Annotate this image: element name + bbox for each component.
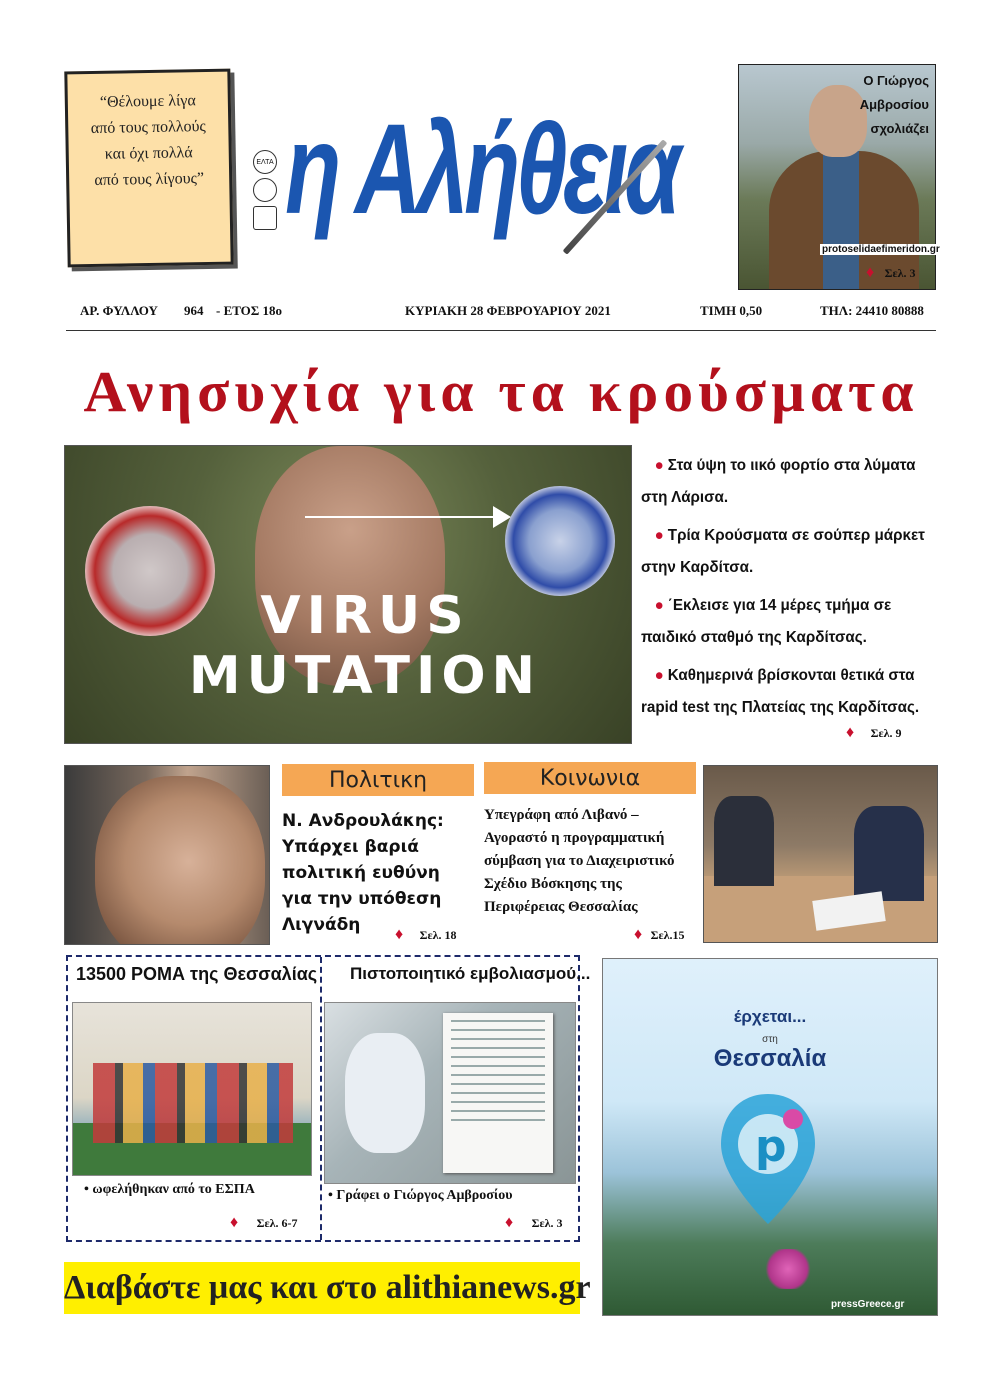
glove bbox=[345, 1033, 425, 1153]
bullet-dot-icon: ● bbox=[654, 597, 664, 614]
children-group bbox=[93, 1063, 293, 1143]
diamond-icon: ♦ bbox=[395, 926, 404, 943]
page-ref: Σελ. 3 bbox=[884, 266, 916, 280]
diamond-icon: ♦ bbox=[230, 1214, 239, 1231]
society-page-ref bbox=[634, 926, 685, 944]
diamond-icon: ♦ bbox=[505, 1214, 514, 1231]
bullet-text: Καθημερινά βρίσκονται θετικά στα rapid test της Πλατείας της Καρδίτσας. bbox=[640, 667, 920, 716]
section-society[interactable]: Κοινωνια bbox=[484, 762, 696, 794]
politics-page-ref bbox=[395, 926, 457, 944]
ad-brand: pressGreece.gr bbox=[831, 1299, 905, 1310]
politics-article[interactable]: Ν. Ανδρουλάκης: Υπάρχει βαριά πολιτική ευθύνη για την υπόθεση Λιγνάδη bbox=[282, 811, 444, 935]
roma-title[interactable]: 13500 ΡΟΜΑ της Θεσσαλίας bbox=[76, 964, 318, 984]
diamond-icon: ♦ bbox=[634, 926, 643, 943]
bullet-dot-icon: ● bbox=[654, 527, 664, 544]
bullets-page-ref bbox=[846, 724, 902, 742]
bullet-text: Στα ύψη το ιικό φορτίο στα λύματα στη Λάρισα. bbox=[640, 457, 916, 506]
columnist-line: Αμβροσίου bbox=[859, 97, 929, 112]
columnist-line: σχολιάζει bbox=[870, 121, 929, 136]
motto-line: από τους πολλούς bbox=[90, 118, 206, 138]
masthead bbox=[285, 70, 715, 270]
stamp-icon bbox=[253, 206, 277, 230]
issue-label: ΑΡ. ΦΥΛΛΟΥ bbox=[80, 303, 158, 318]
portrait-face bbox=[95, 776, 265, 945]
virus-blue-icon bbox=[505, 486, 615, 596]
issue-date: ΚΥΡΙΑΚΗ 28 ΦΕΒΡΟΥΑΡΙΟΥ 2021 bbox=[405, 303, 611, 318]
bullet-item bbox=[641, 660, 931, 724]
motto-line: και όχι πολλά bbox=[104, 144, 193, 163]
page-ref: Σελ. 3 bbox=[531, 1216, 563, 1230]
motto-line: από τους λίγους” bbox=[94, 170, 205, 189]
flower-icon bbox=[763, 1249, 813, 1289]
vaccine-page-ref bbox=[505, 1214, 563, 1232]
androulakis-photo[interactable] bbox=[64, 765, 270, 945]
page-ref: Σελ. 18 bbox=[419, 928, 457, 942]
section-politics[interactable]: Πολιτικη bbox=[282, 764, 474, 796]
main-headline[interactable]: Ανησυχία για τα κρούσματα bbox=[83, 359, 919, 424]
person-head bbox=[809, 85, 867, 157]
phone: ΤΗΛ: 24410 80888 bbox=[820, 303, 924, 318]
page-ref: Σελ. 6-7 bbox=[256, 1216, 298, 1230]
issue-price: ΤΙΜΗ 0,50 bbox=[700, 303, 763, 318]
vaccine-caption: • Γράφει ο Γιώργος Αμβροσίου bbox=[328, 1188, 513, 1203]
arrow-right-icon bbox=[493, 506, 511, 528]
bullet-item bbox=[641, 520, 931, 584]
postal-seals bbox=[250, 150, 280, 245]
signing-photo[interactable] bbox=[703, 765, 938, 943]
society-article[interactable]: Υπεγράφη από Λιβανό – Αγοραστό η προγραμματική σύμβαση για το Διαχειριστικό Σχέδιο Βόσκησης της Περιφέρειας Θεσσαλίας bbox=[484, 807, 675, 915]
bullet-dot-icon: ● bbox=[654, 667, 664, 684]
roma-classroom-photo[interactable] bbox=[72, 1002, 312, 1176]
roma-caption: • ωφελήθηκαν από το ΕΣΠΑ bbox=[84, 1182, 255, 1197]
diamond-icon: ♦ bbox=[846, 724, 855, 741]
ad-line-1: έρχεται... bbox=[733, 1007, 807, 1026]
covid-bullets bbox=[638, 450, 934, 730]
person-shirt bbox=[823, 151, 859, 290]
elta-seal-icon: ΕΛΤΑ bbox=[253, 150, 277, 174]
page-ref: Σελ. 9 bbox=[870, 726, 902, 740]
vaccine-title[interactable]: Πιστοποιητικό εμβολιασμού... bbox=[350, 964, 591, 983]
certificate-paper bbox=[443, 1013, 553, 1173]
person-left bbox=[714, 796, 774, 886]
columnist-page-ref bbox=[866, 264, 916, 282]
newspaper-title: η Αλήθεια bbox=[285, 98, 677, 241]
person-right bbox=[854, 806, 924, 901]
issue-year: - ΕΤΟΣ 18ο bbox=[216, 303, 283, 318]
roma-page-ref bbox=[230, 1214, 298, 1232]
page-ref: Σελ.15 bbox=[650, 928, 685, 942]
columnist-photo[interactable] bbox=[738, 64, 936, 290]
bullet-text: Τρία Κρούσματα σε σούπερ μάρκετ στην Καρδίτσα. bbox=[640, 527, 925, 576]
watermark: protoselidaefimeridon.gr bbox=[822, 244, 940, 255]
columnist-label bbox=[860, 69, 929, 141]
vaccine-certificate-photo[interactable] bbox=[324, 1002, 576, 1184]
dashed-divider bbox=[320, 957, 322, 1240]
virus-mutation-image[interactable] bbox=[64, 445, 632, 744]
diamond-icon: ♦ bbox=[866, 264, 875, 281]
motto-line: “Θέλουμε λίγα bbox=[99, 92, 196, 111]
ad-line-3: Θεσσαλία bbox=[713, 1045, 827, 1072]
location-pin-icon bbox=[713, 1089, 823, 1229]
round-seal-icon bbox=[253, 178, 277, 202]
bullet-item bbox=[641, 450, 931, 514]
website-banner[interactable]: Διαβάστε μας και στο alithianews.gr bbox=[64, 1262, 580, 1314]
bullet-text: ΄Εκλεισε για 14 μέρες τμήμα σε παιδικό σταθμό της Καρδίτσας. bbox=[640, 597, 892, 646]
issue-info-bar bbox=[70, 303, 935, 323]
bullet-dot-icon: ● bbox=[654, 457, 664, 474]
motto-box bbox=[64, 69, 233, 268]
bullet-item bbox=[641, 590, 931, 654]
arrow-line bbox=[305, 516, 495, 518]
virus-text: VIRUS bbox=[260, 586, 470, 646]
pressgreece-ad[interactable] bbox=[602, 958, 938, 1316]
ad-line-2: στη bbox=[762, 1034, 778, 1045]
issue-number: 964 bbox=[184, 303, 204, 318]
mutation-text: MUTATION bbox=[188, 646, 542, 706]
svg-text:p: p bbox=[755, 1121, 787, 1172]
divider bbox=[66, 330, 936, 331]
columnist-line: Ο Γιώργος bbox=[863, 73, 929, 88]
